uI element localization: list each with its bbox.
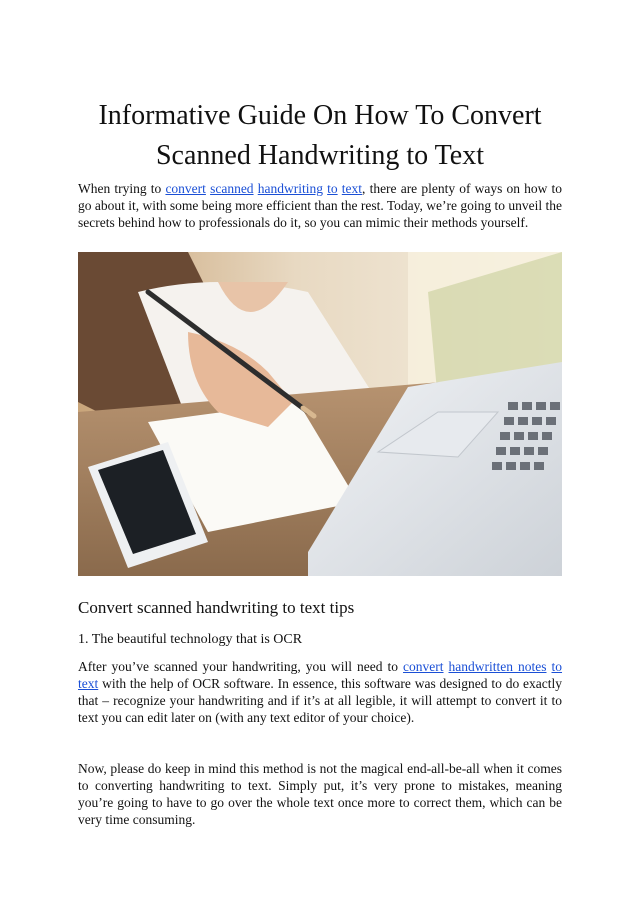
- ocr-prefix: After you’ve scanned your handwriting, you will need to: [78, 659, 404, 674]
- link-convert-2[interactable]: convert: [403, 659, 444, 674]
- link-text-2[interactable]: text: [78, 676, 99, 691]
- subheading-ocr: 1. The beautiful technology that is OCR: [78, 632, 303, 647]
- link-text[interactable]: text: [341, 181, 363, 196]
- link-handwriting[interactable]: handwriting: [257, 181, 323, 196]
- link-convert[interactable]: convert: [165, 181, 206, 196]
- photo-writing-at-desk: [78, 252, 562, 576]
- ocr-suffix: with the help of OCR software. In essence, this software was designed to do exactly that – recognize your handwriting and if it’s at all legible, it will attempt to convert it to text you can edit later on (with any text editor of your choice).: [78, 676, 562, 725]
- intro-paragraph: [78, 180, 562, 231]
- page-title: Informative Guide On How To Convert Scanned Handwriting to Text: [98, 100, 542, 171]
- link-scanned[interactable]: scanned: [210, 181, 254, 196]
- caution-paragraph: Now, please do keep in mind this method is not the magical end-all-be-all when it comes to converting handwriting to text. Simply put, it’s very prone to mistakes, meaning you’re going to have to go over the whole text once more to correct them, which can be very time consuming.: [78, 761, 562, 827]
- link-to-2[interactable]: to: [551, 659, 563, 674]
- ocr-paragraph: [78, 658, 562, 726]
- photo-illustration: [78, 252, 562, 576]
- link-handwritten-notes[interactable]: handwritten notes: [448, 659, 547, 674]
- link-to[interactable]: to: [327, 181, 338, 196]
- intro-prefix: When trying to: [78, 181, 166, 196]
- section-heading: Convert scanned handwriting to text tips: [78, 598, 355, 617]
- intro-suffix: , there are plenty of ways on how to go about it, with some being more efficient than the rest. Today, we’re going to unveil the secrets behind how to professionals do it, so you can mimic their methods yourself.: [78, 181, 563, 230]
